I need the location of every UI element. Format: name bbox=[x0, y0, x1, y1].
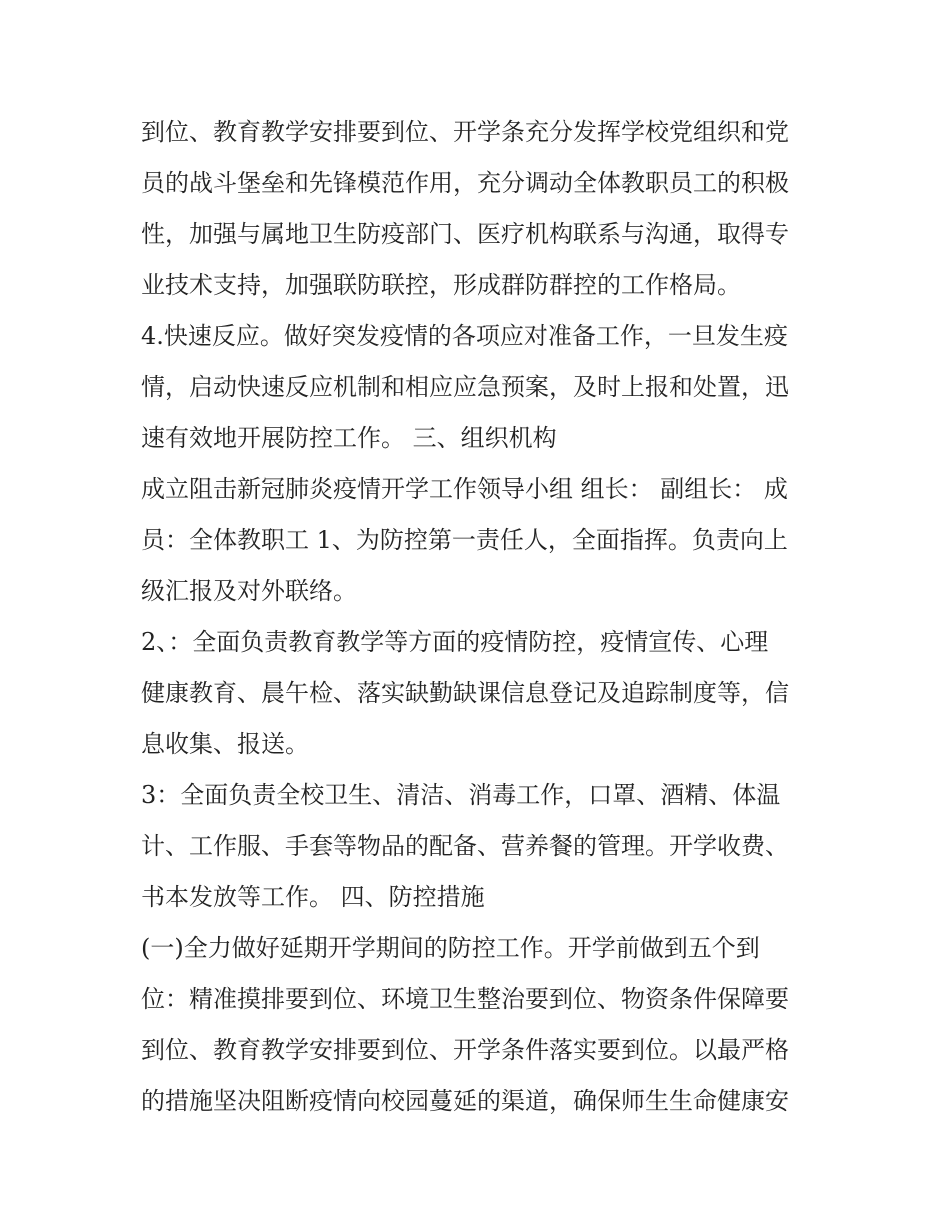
text-line: 息收集、报送。 bbox=[141, 730, 309, 758]
text-line: 级汇报及对外联络。 bbox=[141, 577, 357, 605]
text-line: (一)全力做好延期开学期间的防控工作。开学前做到五个到 bbox=[141, 934, 760, 962]
text-line: 性，加强与属地卫生防疫部门、医疗机构联系与沟通，取得专 bbox=[141, 220, 789, 248]
text-line: 3：全面负责全校卫生、清洁、消毒工作，口罩、酒精、体温 bbox=[141, 781, 781, 809]
text-line: 速有效地开展防控工作。 三、组织机构 bbox=[141, 424, 557, 452]
body-text bbox=[141, 107, 813, 1127]
text-line: 4.快速反应。做好突发疫情的各项应对准备工作，一旦发生疫 bbox=[141, 322, 788, 350]
text-line: 到位、教育教学安排要到位、开学条件落实要到位。以最严格 bbox=[141, 1036, 789, 1064]
text-line: 的措施坚决阻断疫情向校园蔓延的渠道，确保师生生命健康安 bbox=[141, 1087, 789, 1115]
text-line: 到位、教育教学安排要到位、开学条充分发挥学校党组织和党 bbox=[141, 118, 789, 146]
text-line: 成立阻击新冠肺炎疫情开学工作领导小组 组长： 副组长： 成 bbox=[141, 475, 788, 503]
text-line: 书本发放等工作。 四、防控措施 bbox=[141, 883, 485, 911]
text-line: 健康教育、晨午检、落实缺勤缺课信息登记及追踪制度等，信 bbox=[141, 679, 789, 707]
text-line: 员的战斗堡垒和先锋模范作用，充分调动全体教职员工的积极 bbox=[141, 169, 789, 197]
text-line: 员：全体教职工 1、为防控第一责任人，全面指挥。负责向上 bbox=[141, 526, 788, 554]
text-line: 2、：全面负责教育教学等方面的疫情防控，疫情宣传、心理 bbox=[141, 628, 769, 656]
text-line: 业技术支持，加强联防联控，形成群防群控的工作格局。 bbox=[141, 271, 741, 299]
text-line: 位：精准摸排要到位、环境卫生整治要到位、物资条件保障要 bbox=[141, 985, 789, 1013]
text-line: 计、工作服、手套等物品的配备、营养餐的管理。开学收费、 bbox=[141, 832, 789, 860]
text-line: 情，启动快速反应机制和相应应急预案，及时上报和处置，迅 bbox=[141, 373, 789, 401]
